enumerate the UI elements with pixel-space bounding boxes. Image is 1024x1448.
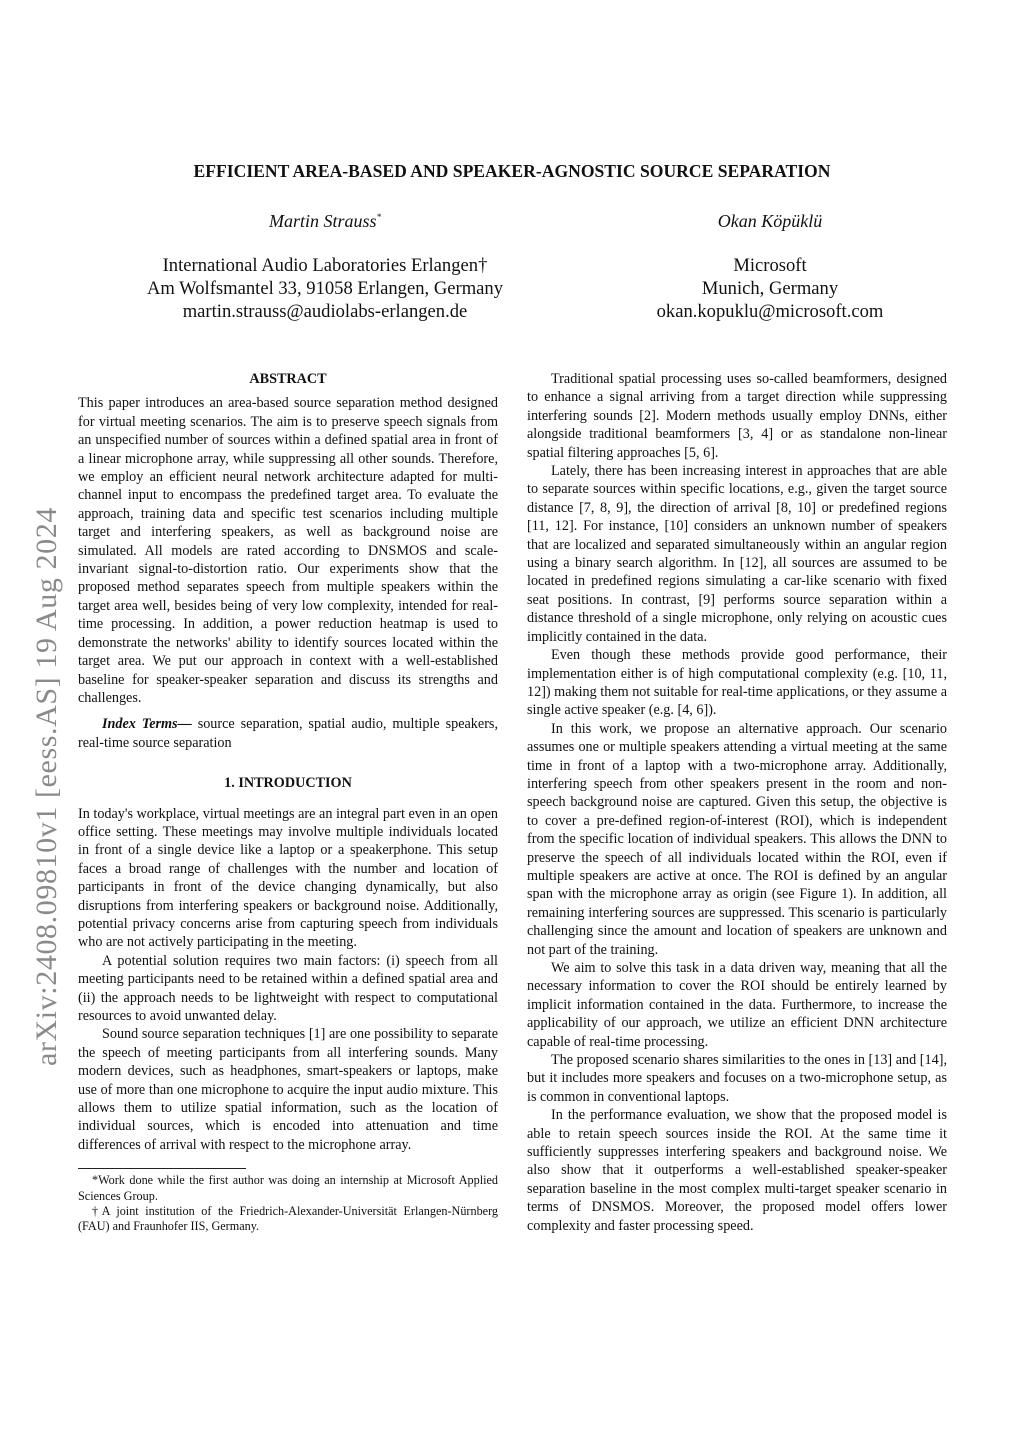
paragraph: In today's workplace, virtual meetings are an integral part even in an open office setting. These meetings may involve multiple individuals located in front of a single device like a laptop or a speakerphone. This setup faces a broad range of challenges with the number and location of participants in front of the device changing dynamically, but also disruptions from interfering speakers or background noise. Additionally, potential privacy concerns arise from capturing speech from individuals who are not actively participating in the meeting.: [78, 805, 498, 951]
paragraph: Traditional spatial processing uses so-called beamformers, designed to enhance a signal arriving from a target direction while suppressing interfering sounds [2]. Modern methods usually employ DNNs, either alongside traditional beamformers [3, 4] or as standalone non-linear spatial filtering approaches [5, 6].: [527, 371, 947, 461]
paragraph: In the performance evaluation, we show that the proposed model is able to retain speech sources inside the ROI. At the same time it sufficiently suppresses interfering speakers and background noise. We also show that it outperforms a well-established speaker-speaker separation baseline in the most complex multi-target speaker scenario in terms of DNSMOS. Moreover, the proposed model offers lower complexity and faster processing speed.: [527, 1107, 947, 1234]
paragraph: The proposed scenario shares similarities to the ones in [13] and [14], but it includes more speakers and focuses on a two-microphone setup, as is common in conventional laptops.: [527, 1052, 947, 1105]
footnotes: [78, 1168, 498, 1235]
paragraph: We aim to solve this task in a data driven way, meaning that all the necessary information to cover the ROI should be entirely learned by implicit information contained in the data. Furthermore, to increase the applicability of our approach, we utilize an efficient DNN architecture capable of real-time processing.: [527, 960, 947, 1050]
paragraph: In this work, we propose an alternative approach. Our scenario assumes one or multiple speakers attending a virtual meeting at the same time in front of a laptop with a two-microphone array. Additionally, interfering speech from other speakers present in the room and non-speech background noise are captured. Given this setup, the objective is to cover a pre-defined region-of-interest (ROI), which is independent from the specific location of individual speakers. This allows the DNN to preserve the speech of all individuals located within the ROI, even if multiple speakers are active at once. The ROI is defined by an angular span with the microphone array as origin (see Figure 1). In addition, all remaining interfering sources are suppressed. This scenario is particularly challenging since the amount and location of speakers are unknown and not part of the training.: [527, 720, 947, 958]
abstract-text: This paper introduces an area-based source separation method designed for virtual meeting scenarios. The aim is to preserve speech signals from an unspecified number of sources within a defined spatial area in front of a linear microphone array, while suppressing all other sounds. Therefore, we employ an efficient neural network architecture adapted for multi-channel input to encompass the predefined target area. To evaluate the approach, training data and specific test scenarios including multiple target and interfering speakers, as well as background noise are simulated. All models are rated according to DNSMOS and scale-invariant signal-to-distortion ratio. Our experiments show that the proposed method separates speech from multiple speakers within the target area well, besides being of very low complexity, intended for real-time processing. In addition, a power reduction heatmap is used to demonstrate the networks' ability to identify sources located within the target area. We put our approach in context with a well-established baseline for speaker-speaker separation and discuss its strengths and challenges.: [78, 395, 498, 706]
affiliation-line: Munich, Germany: [701, 278, 839, 299]
arxiv-identifier: arXiv:2408.09810v1 [eess.AS] 19 Aug 2024: [30, 507, 63, 1066]
paragraph: Sound source separation techniques [1] are one possibility to separate the speech of meeting participants from all interfering sounds. Many modern devices, such as headphones, smart-speakers or laptops, make use of more than one microphone to acquire the input audio mixture. This allows them to utilize spatial information, such as the location of individual sources, which is encoded into attenuation and time differences of arrival with respect to the microphone array.: [78, 1026, 498, 1153]
abstract-heading: ABSTRACT: [249, 371, 327, 387]
paper-title: EFFICIENT AREA-BASED AND SPEAKER-AGNOSTIC SOURCE SEPARATION: [193, 161, 831, 181]
affiliation-line: International Audio Laboratories Erlangen†: [162, 255, 488, 276]
paragraph: A potential solution requires two main factors: (i) speech from all meeting participants need to be retained within a defined spatial area and (ii) the approach needs to be lightweight with respect to computational resources to avoid unwanted delay.: [78, 952, 498, 1024]
index-terms: [78, 715, 498, 752]
affiliation-line: Am Wolfsmantel 33, 91058 Erlangen, Germany: [146, 278, 503, 299]
affiliation-line: Microsoft: [733, 255, 807, 276]
index-terms-text: source separation, spatial audio, multiple speakers, real-time source separation: [78, 716, 498, 751]
section-heading-introduction: 1. INTRODUCTION: [224, 775, 352, 792]
author-name-2: Okan Köpüklü: [717, 211, 823, 231]
author-email: martin.strauss@audiolabs-erlangen.de: [182, 301, 468, 322]
author-name-1: Martin Strauss*: [268, 211, 382, 231]
paragraph: Even though these methods provide good performance, their implementation either is of high computational complexity (e.g. [10, 11, 12]) making them not suitable for real-time applications, or they assume a single active speaker (e.g. [4, 6]).: [527, 647, 947, 719]
footnote: †A joint institution of the Friedrich-Alexander-Universität Erlangen-Nürnberg (FAU) and Fraunhofer IIS, Germany.: [78, 1204, 498, 1234]
right-column: [527, 370, 947, 1235]
index-terms-label: Index Terms—: [102, 716, 192, 733]
left-column: [78, 370, 498, 1235]
footnote: *Work done while the first author was doing an internship at Microsoft Applied Sciences Group.: [78, 1173, 498, 1203]
author-email: okan.kopuklu@microsoft.com: [656, 301, 884, 322]
footnote-rule: [78, 1168, 246, 1169]
author-block-2: [620, 210, 920, 323]
author-block-1: [110, 210, 540, 323]
paragraph: Lately, there has been increasing interest in approaches that are able to separate sources within specific locations, e.g., given the target source distance [7, 8, 9], the direction of arrival [8, 10] or predefined regions [11, 12]. For instance, [10] considers an unknown number of speakers that are localized and separated simultaneously within an angular region using a binary search algorithm. In [12], all sources are assumed to be located in predefined regions simulating a car-like scenario with fixed seat positions. In contrast, [9] performs source separation within a distance threshold of a single microphone, only relying on acoustic cues implicitly contained in the data.: [527, 463, 947, 645]
